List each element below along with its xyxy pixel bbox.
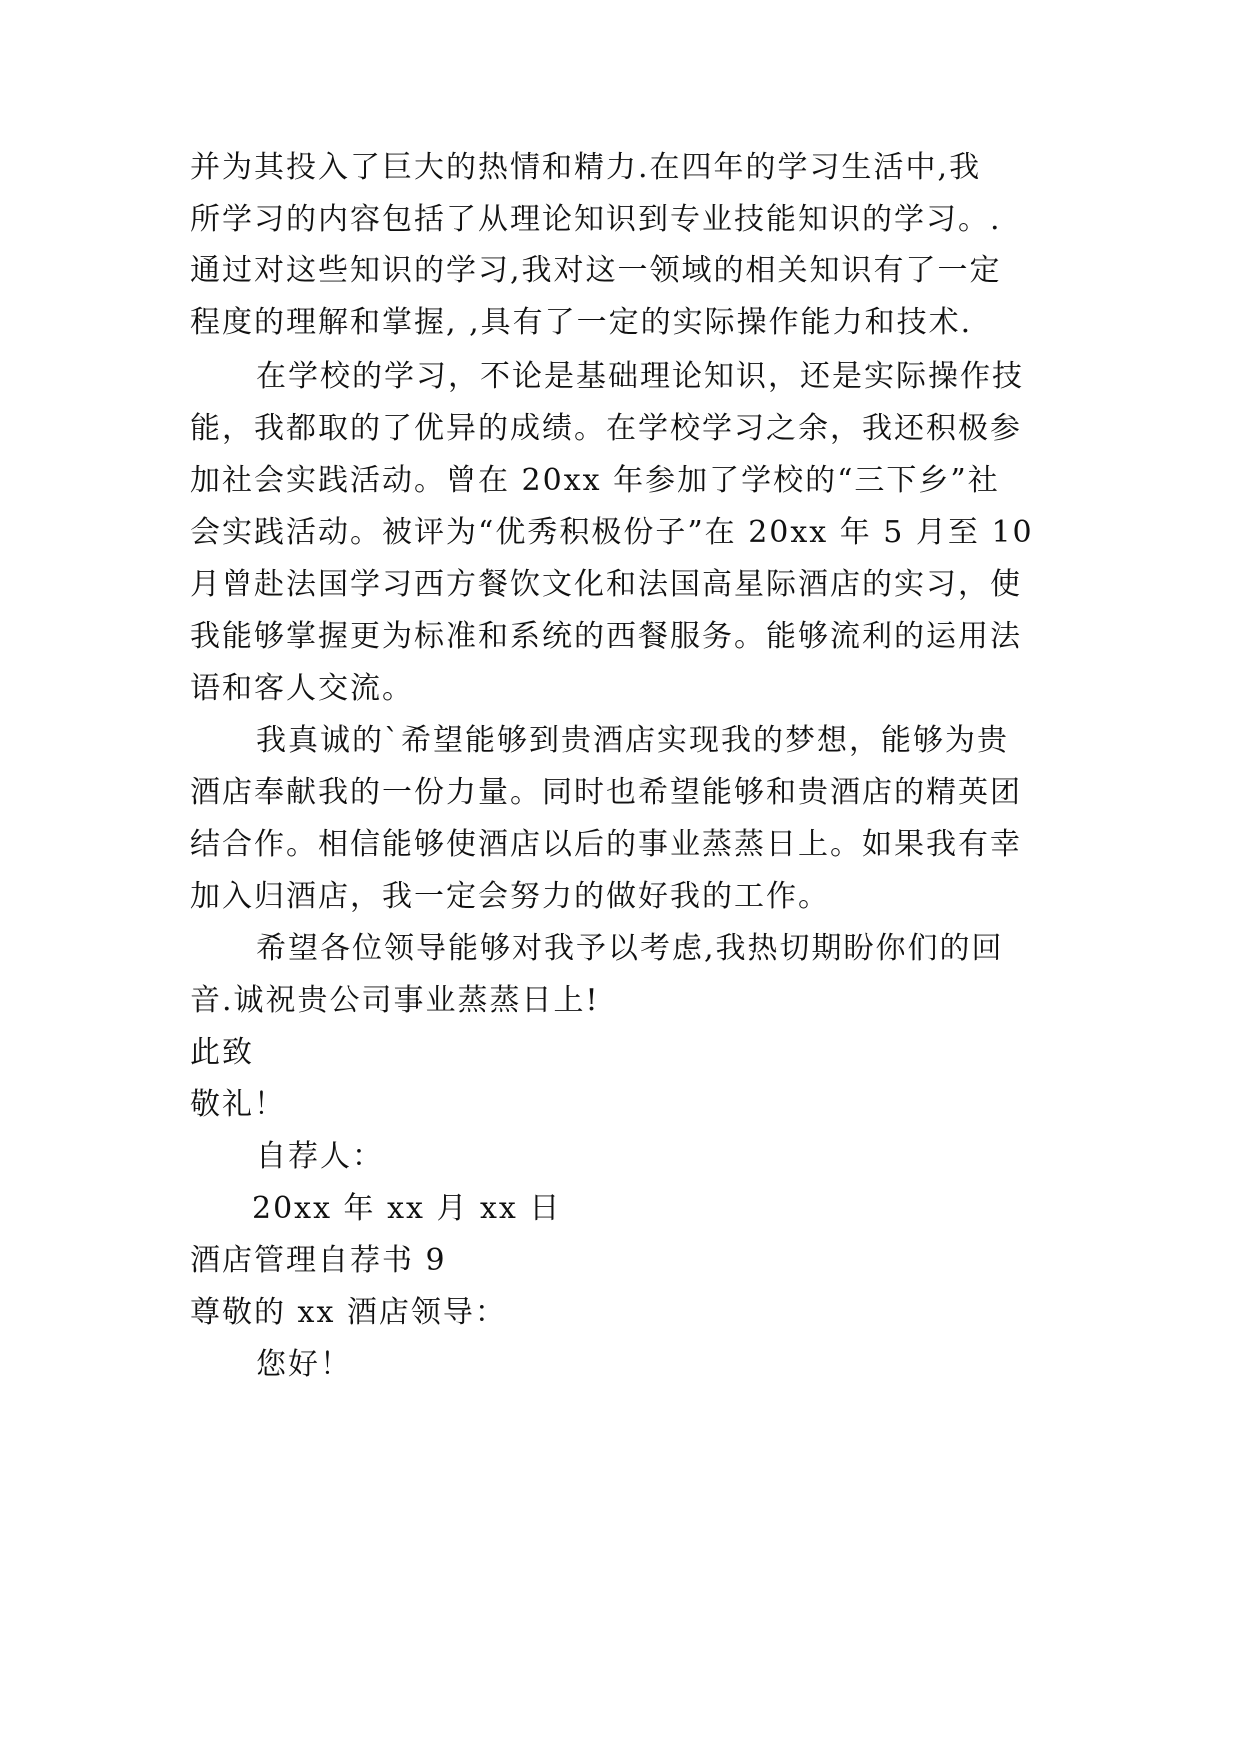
paragraph-line: 加入归酒店，我一定会努力的做好我的工作。 <box>190 879 830 914</box>
paragraph-line: 我能够掌握更为标准和系统的西餐服务。能够流利的运用法 <box>190 619 1022 654</box>
paragraph-line: 所学习的内容包括了从理论知识到专业技能知识的学习。. <box>190 202 1002 237</box>
salutation: 尊敬的 xx 酒店领导： <box>190 1295 507 1330</box>
paragraph-line: 程度的理解和掌握, ,具有了一定的实际操作能力和技术. <box>190 305 973 340</box>
section-title: 酒店管理自荐书 9 <box>190 1243 447 1278</box>
closing-jingli: 敬礼！ <box>190 1087 286 1122</box>
paragraph-line: 酒店奉献我的一份力量。同时也希望能够和贵酒店的精英团 <box>190 775 1022 810</box>
paragraph-line: 会实践活动。被评为“优秀积极份子”在 20xx 年 5 月至 10 <box>190 515 1034 550</box>
paragraph-line: 加社会实践活动。曾在 20xx 年参加了学校的“三下乡”社 <box>190 463 1000 498</box>
paragraph-line: 并为其投入了巨大的热情和精力.在四年的学习生活中,我 <box>190 150 982 185</box>
signer-label: 自荐人： <box>256 1139 384 1174</box>
paragraph-line: 结合作。相信能够使酒店以后的事业蒸蒸日上。如果我有幸 <box>190 827 1022 862</box>
paragraph-line: 通过对这些知识的学习,我对这一领域的相关知识有了一定 <box>190 253 1002 288</box>
paragraph-line: 语和客人交流。 <box>190 671 414 706</box>
paragraph-line: 希望各位领导能够对我予以考虑,我热切期盼你们的回 <box>256 931 1004 966</box>
paragraph-line: 在学校的学习，不论是基础理论知识，还是实际操作技 <box>256 359 1024 394</box>
paragraph-line: 能，我都取的了优异的成绩。在学校学习之余，我还积极参 <box>190 411 1022 446</box>
paragraph-line: 月曾赴法国学习西方餐饮文化和法国高星际酒店的实习，使 <box>190 567 1022 602</box>
paragraph-line: 我真诚的`希望能够到贵酒店实现我的梦想，能够为贵 <box>256 723 1009 758</box>
closing-cizhi: 此致 <box>190 1035 254 1070</box>
signature-date: 20xx 年 xx 月 xx 日 <box>252 1191 562 1226</box>
paragraph-line: 音.诚祝贵公司事业蒸蒸日上! <box>190 983 600 1018</box>
greeting: 您好！ <box>256 1347 352 1382</box>
